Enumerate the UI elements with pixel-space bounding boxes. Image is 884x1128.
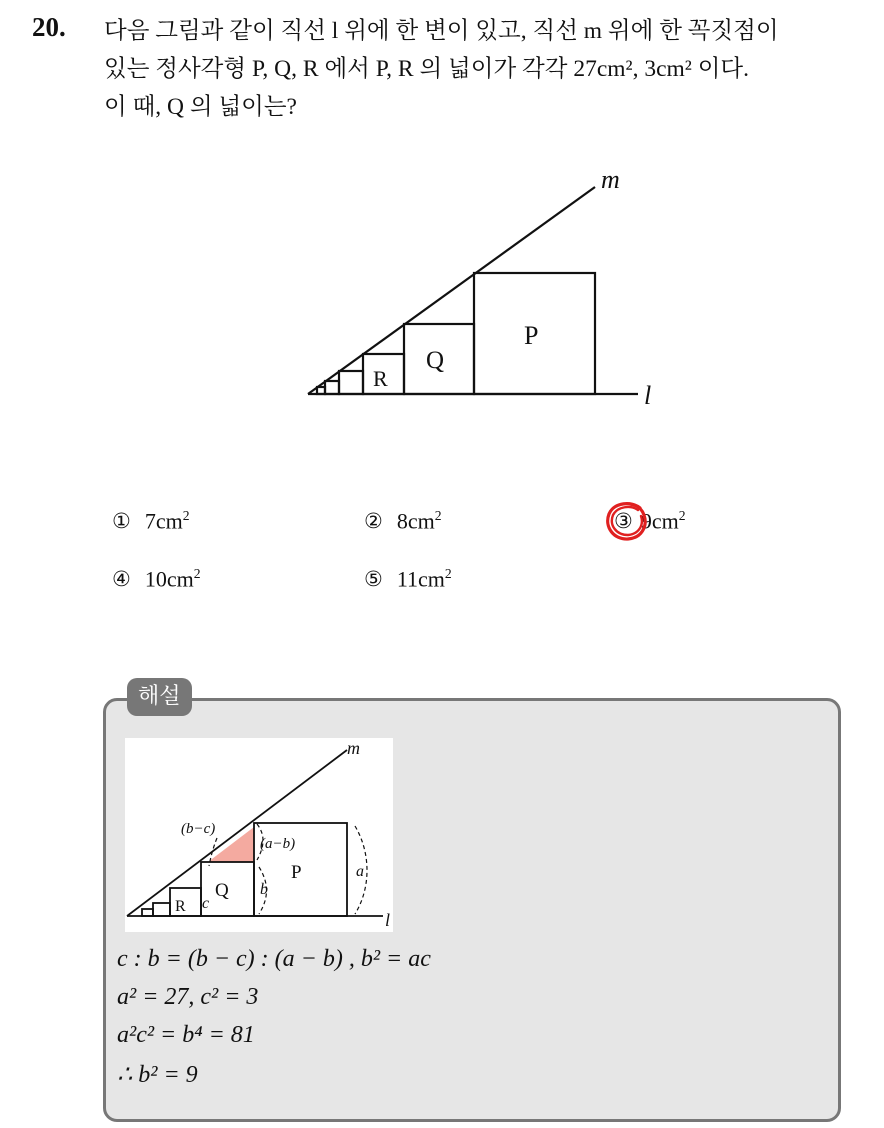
choice-3-mark: ③ — [614, 509, 633, 534]
squares-figure — [290, 160, 670, 420]
sol-label-a-minus-b: (a−b) — [260, 836, 296, 852]
label-q: Q — [426, 347, 445, 374]
choice-1[interactable] — [112, 508, 190, 534]
label-m: m — [601, 165, 620, 194]
sol-label-r: R — [175, 898, 186, 915]
sol-label-q: Q — [215, 880, 229, 901]
choice-2-text: $8cm^2$ — [396, 508, 442, 534]
sol-label-l: l — [385, 910, 391, 930]
choice-2[interactable] — [364, 508, 442, 534]
sol-label-a: a — [356, 863, 364, 880]
sol-label-b: b — [260, 881, 268, 898]
sol-label-m: m — [347, 738, 360, 758]
choice-5-mark: ⑤ — [364, 567, 383, 592]
solution-equation-3: a²c² = b⁴ = 81 — [117, 1022, 255, 1048]
label-p: P — [524, 321, 539, 350]
label-l: l — [644, 381, 652, 410]
choice-5-text: $11cm^2$ — [396, 566, 452, 592]
question-line-1: 다음 그림과 같이 직선 l 위에 한 변이 있고, 직선 m 위에 한 꼭짓점이 — [104, 18, 779, 44]
choice-4[interactable] — [112, 566, 201, 592]
choice-4-text: $10cm^2$ — [144, 566, 201, 592]
choice-4-mark: ④ — [112, 567, 131, 592]
sol-label-c: c — [202, 895, 210, 912]
line-m — [308, 187, 595, 394]
square-small-3 — [317, 387, 325, 394]
question-line-3: 이 때, Q 의 넓이는? — [104, 94, 297, 120]
sol-label-b-minus-c: (b−c) — [181, 821, 216, 837]
question-text — [104, 12, 874, 126]
square-small-1 — [339, 371, 363, 394]
question-number: 20. — [32, 12, 66, 42]
question-line-2: 있는 정사각형 P, Q, R 에서 P, R 의 넓이가 각각 27cm², 3cm² 이다. — [104, 56, 749, 82]
choice-1-mark: ① — [112, 509, 131, 534]
solution-tag: 해설 — [127, 678, 192, 716]
solution-figure — [125, 738, 393, 932]
solution-equation-4: ∴ b² = 9 — [117, 1062, 198, 1088]
square-small-2 — [325, 381, 339, 394]
choice-3-text: $9cm^2$ — [640, 508, 686, 534]
solution-equation-1: c : b = (b − c) : (a − b) , b² = ac — [117, 946, 431, 972]
choice-2-mark: ② — [364, 509, 383, 534]
label-r: R — [373, 366, 388, 391]
sol-label-p: P — [291, 862, 302, 883]
answer-selection-circle — [604, 500, 650, 544]
choice-5[interactable] — [364, 566, 452, 592]
choice-1-text: $7cm^2$ — [144, 508, 190, 534]
solution-equation-2: a² = 27, c² = 3 — [117, 984, 259, 1010]
